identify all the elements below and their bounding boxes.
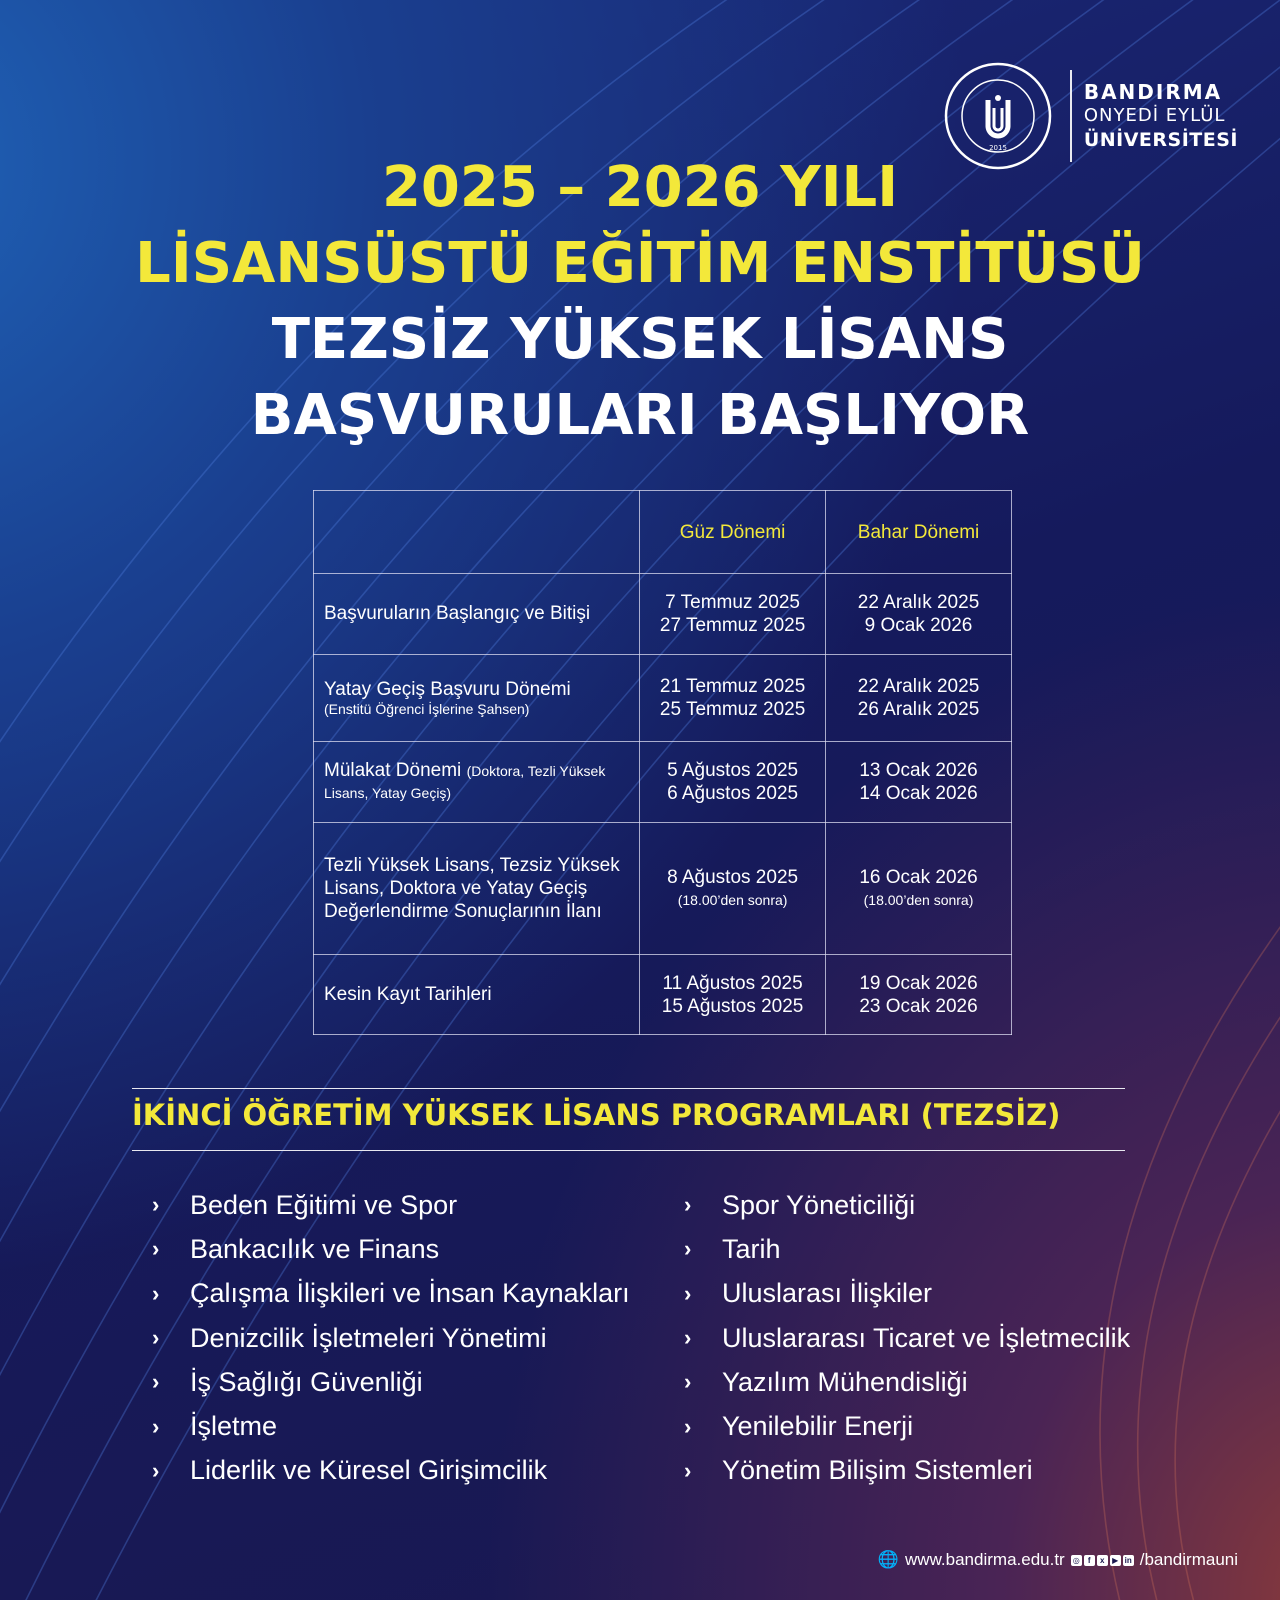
chevron-right-icon: › <box>152 1192 160 1218</box>
list-item: › Denizcilik İşletmeleri Yönetimi <box>152 1322 547 1353</box>
schedule-row-application <box>314 574 1012 655</box>
chevron-right-icon: › <box>152 1413 160 1439</box>
svg-text:2015: 2015 <box>988 144 1007 152</box>
spring-dates: 22 Aralık 2025 9 Ocak 2026 <box>826 574 1012 655</box>
row-label: Mülakat Dönemi (Doktora, Tezli Yüksek Lisans, Yatay Geçiş) <box>314 742 640 823</box>
schedule-header-row <box>314 491 1012 574</box>
fall-dates: 11 Ağustos 2025 15 Ağustos 2025 <box>640 955 826 1035</box>
chevron-right-icon: › <box>152 1457 160 1483</box>
list-item: › İş Sağlığı Güvenliği <box>152 1366 423 1397</box>
fall-dates: 5 Ağustos 2025 6 Ağustos 2025 <box>640 742 826 823</box>
chevron-right-icon: › <box>684 1236 692 1262</box>
section-divider-top <box>132 1088 1125 1089</box>
globe-icon: 🌐 <box>877 1550 900 1569</box>
chevron-right-icon: › <box>152 1325 160 1351</box>
heading-institute: LİSANSÜSTÜ EĞİTİM ENSTİTÜSÜ <box>135 231 1145 296</box>
schedule-row-transfer <box>314 655 1012 742</box>
schedule-row-registration <box>314 955 1012 1035</box>
list-item: › Bankacılık ve Finans <box>152 1233 440 1264</box>
footer <box>878 1550 1238 1570</box>
university-name <box>1084 80 1238 152</box>
chevron-right-icon: › <box>684 1192 692 1218</box>
header-fall-term: Güz Dönemi <box>640 491 826 574</box>
chevron-right-icon: › <box>684 1413 692 1439</box>
list-item: › Uluslarası İlişkiler <box>684 1278 933 1309</box>
chevron-right-icon: › <box>152 1369 160 1395</box>
header-spring-term: Bahar Dönemi <box>826 491 1012 574</box>
youtube-icon[interactable]: ▶ <box>1110 1555 1121 1566</box>
social-icons <box>1071 1555 1134 1566</box>
list-item: › Çalışma İlişkileri ve İnsan Kaynakları <box>152 1278 630 1309</box>
list-item: › Yazılım Mühendisliği <box>684 1366 968 1397</box>
list-item: › Spor Yöneticiliği <box>684 1189 916 1220</box>
chevron-right-icon: › <box>684 1457 692 1483</box>
chevron-right-icon: › <box>684 1280 692 1306</box>
spring-dates: 13 Ocak 2026 14 Ocak 2026 <box>826 742 1012 823</box>
row-label: Yatay Geçiş Başvuru Dönemi (Enstitü Öğrenci İşlerine Şahsen) <box>314 655 640 742</box>
schedule-table <box>313 490 1012 1035</box>
list-item: › Liderlik ve Küresel Girişimcilik <box>152 1455 548 1486</box>
announcement-heading <box>0 150 1280 454</box>
social-handle[interactable]: /bandirmauni <box>1139 1550 1238 1569</box>
website-link[interactable]: www.bandirma.edu.tr <box>905 1550 1065 1569</box>
linkedin-icon[interactable]: in <box>1124 1555 1132 1565</box>
chevron-right-icon: › <box>684 1325 692 1351</box>
fall-dates: 8 Ağustos 2025 (18.00’den sonra) <box>640 823 826 955</box>
logo-line-1: BANDIRMA <box>1083 80 1223 104</box>
heading-announcement: BAŞVURULARI BAŞLIYOR <box>250 383 1030 448</box>
chevron-right-icon: › <box>152 1280 160 1306</box>
programs-list-left <box>152 1183 630 1493</box>
spring-dates: 22 Aralık 2025 26 Aralık 2025 <box>826 655 1012 742</box>
programs-list-right <box>684 1183 1130 1493</box>
logo-line-2: ONYEDİ EYLÜL <box>1083 105 1226 126</box>
schedule-row-results <box>314 823 1012 955</box>
list-item: › Yönetim Bilişim Sistemleri <box>684 1455 1033 1486</box>
section-divider-bottom <box>132 1150 1125 1151</box>
chevron-right-icon: › <box>684 1369 692 1395</box>
list-item: › Uluslararası Ticaret ve İşletmecilik <box>684 1322 1131 1353</box>
x-icon[interactable]: x <box>1097 1555 1108 1566</box>
row-label: Başvuruların Başlangıç ve Bitişi <box>314 574 640 655</box>
logo-line-3: ÜNİVERSİTESİ <box>1083 129 1238 151</box>
heading-year: 2025 – 2026 YILI <box>381 155 899 220</box>
instagram-icon[interactable]: ◎ <box>1071 1555 1082 1566</box>
list-item: › Yenilebilir Enerji <box>684 1411 914 1442</box>
row-label: Kesin Kayıt Tarihleri <box>314 955 640 1035</box>
list-item: › Beden Eğitimi ve Spor <box>152 1189 458 1220</box>
spring-dates: 16 Ocak 2026 (18.00’den sonra) <box>826 823 1012 955</box>
logo-divider <box>1070 70 1072 162</box>
fall-dates: 21 Temmuz 2025 25 Temmuz 2025 <box>640 655 826 742</box>
schedule-row-interview <box>314 742 1012 823</box>
heading-program: TEZSİZ YÜKSEK LİSANS <box>271 307 1009 372</box>
spring-dates: 19 Ocak 2026 23 Ocak 2026 <box>826 955 1012 1035</box>
chevron-right-icon: › <box>152 1236 160 1262</box>
programs-section-title: İKİNCİ ÖĞRETİM YÜKSEK LİSANS PROGRAMLARI (TEZSİZ) <box>132 1098 1061 1132</box>
fall-dates: 7 Temmuz 2025 27 Temmuz 2025 <box>640 574 826 655</box>
list-item: › Tarih <box>684 1233 781 1264</box>
header-empty-cell <box>314 491 640 574</box>
list-item: › İşletme <box>152 1411 278 1442</box>
row-label: Tezli Yüksek Lisans, Tezsiz Yüksek Lisans, Doktora ve Yatay Geçiş Değerlendirme Sonuçlarının İlanı <box>314 823 640 955</box>
facebook-icon[interactable]: f <box>1084 1555 1095 1566</box>
